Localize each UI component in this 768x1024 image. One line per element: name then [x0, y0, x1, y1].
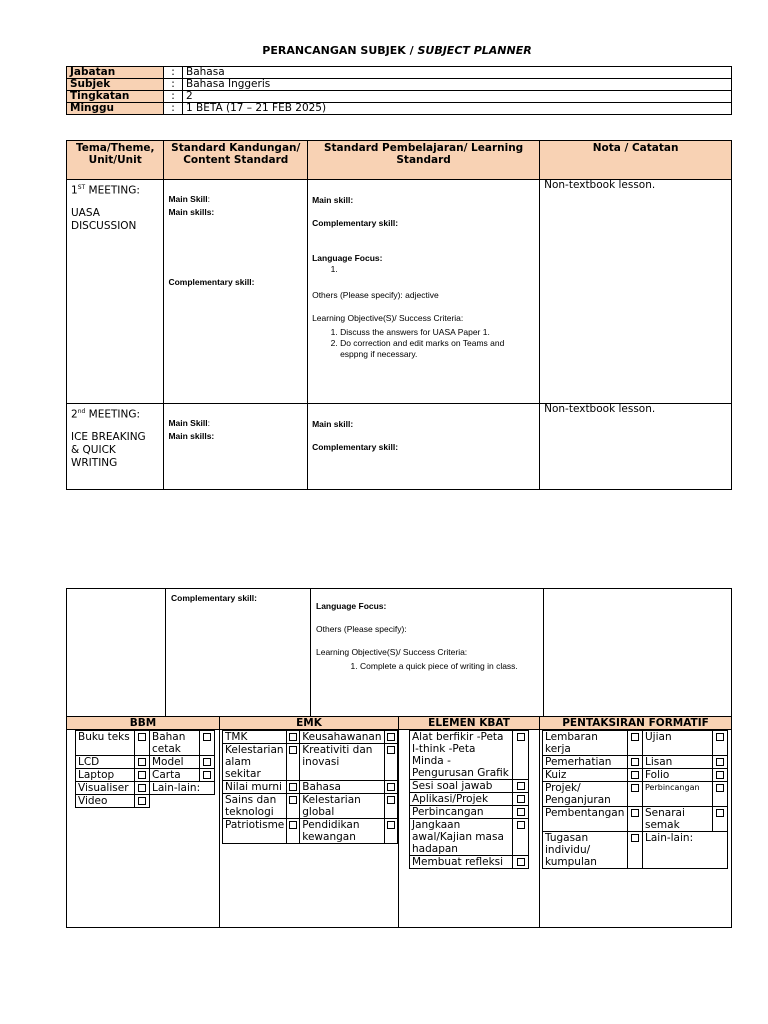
pentaksiran-item: Lisan [643, 756, 713, 769]
objective-item: 1. Discuss the answers for UASA Paper 1. [340, 327, 526, 338]
checkbox[interactable] [628, 807, 643, 832]
objective-item: 1. Complete a quick piece of writing in class. [360, 661, 538, 672]
bbm-item: Lain-lain: [150, 782, 215, 795]
emk-item: Patriotisme [223, 819, 287, 844]
info-value: 1 BETA (17 – 21 FEB 2025) [183, 103, 732, 115]
emk-item: Kreativiti dan inovasi [300, 744, 384, 781]
continuation-table [66, 588, 732, 718]
standard-cell [164, 180, 308, 404]
complementary-label: Complementary skill: [171, 593, 257, 603]
bbm-item: Bahan cetak [150, 731, 200, 756]
info-row [67, 79, 732, 91]
nota-cell [540, 180, 732, 404]
emk-table [222, 730, 398, 844]
emk-item: Kelestarian global [300, 794, 384, 819]
checkbox[interactable] [287, 744, 300, 781]
pentaksiran-item: Pemerhatian [543, 756, 628, 769]
meeting-row [67, 180, 732, 404]
info-table [66, 66, 732, 115]
emk-header: EMK [220, 717, 398, 730]
pentaksiran-item: Kuiz [543, 769, 628, 782]
pentaksiran-item: Perbincangan [643, 782, 713, 807]
checkbox[interactable] [287, 794, 300, 819]
checkbox[interactable] [628, 769, 643, 782]
checkbox[interactable] [200, 731, 215, 756]
learning-cell [308, 180, 540, 404]
objective-list [328, 661, 538, 672]
emk-item: Pendidikan kewangan [300, 819, 384, 844]
kbat-item: Alat berfikir -Peta I-think -Peta Minda -Pengurusan Grafik [410, 731, 513, 780]
pentaksiran-item: Lain-lain: [643, 832, 728, 869]
checkbox[interactable] [513, 806, 529, 819]
main-skills-label: Main skills: [168, 207, 215, 217]
ls-comp-skill: Complementary skill: [312, 218, 399, 228]
kbat-item: Membuat refleksi [410, 856, 513, 869]
header-nota: Nota / Catatan [540, 141, 732, 180]
bbm-header: BBM [67, 717, 219, 730]
others-specify: Others (Please specify): adjective [312, 290, 439, 300]
checkbox[interactable] [384, 819, 397, 844]
checkbox[interactable] [287, 819, 300, 844]
complementary-label: Complementary skill: [168, 277, 255, 287]
checkbox[interactable] [135, 731, 150, 756]
pentaksiran-item: Pembentangan [543, 807, 628, 832]
checkbox[interactable] [628, 756, 643, 769]
bbm-table [75, 730, 215, 808]
resources-section [66, 716, 732, 928]
page-title [0, 44, 768, 57]
info-colon: : [164, 103, 183, 115]
continuation-row [67, 589, 732, 718]
emk-item: Nilai murni [223, 781, 287, 794]
meeting-topic: ICE BREAKING & QUICK WRITING [71, 431, 146, 469]
checkbox[interactable] [384, 781, 397, 794]
checkbox[interactable] [628, 782, 643, 807]
emk-item: Bahasa [300, 781, 384, 794]
info-key: Tingkatan [67, 91, 164, 103]
emk-item: TMK [223, 731, 287, 744]
checkbox[interactable] [713, 731, 728, 756]
kbat-item: Aplikasi/Projek [410, 793, 513, 806]
info-row [67, 103, 732, 115]
bbm-item: Model [150, 756, 200, 769]
info-key: Subjek [67, 79, 164, 91]
info-row [67, 67, 732, 79]
info-value: Bahasa Inggeris [183, 79, 732, 91]
title-italic: SUBJECT PLANNER [417, 44, 532, 57]
nota-cell [540, 404, 732, 490]
checkbox[interactable] [384, 794, 397, 819]
meeting-label: 1ST MEETING: [71, 184, 140, 197]
kbat-item: Jangkaan awal/Kajian masa hadapan [410, 819, 513, 856]
checkbox[interactable] [713, 769, 728, 782]
main-skill-label: Main Skill: [168, 194, 211, 204]
meeting-row [67, 404, 732, 490]
planner-table [66, 140, 732, 490]
language-focus: Language Focus: [316, 601, 387, 611]
info-key: Jabatan [67, 67, 164, 79]
language-focus-list [308, 264, 340, 275]
checkbox[interactable] [513, 856, 529, 869]
checkbox[interactable] [135, 756, 150, 769]
header-learning: Standard Pembelajaran/ Learning Standard [308, 141, 540, 180]
emk-item: Keusahawanan [300, 731, 384, 744]
checkbox[interactable] [628, 731, 643, 756]
pentaksiran-header: PENTAKSIRAN FORMATIF [540, 717, 731, 730]
note-text: Non-textbook lesson. [544, 179, 656, 191]
checkbox[interactable] [384, 731, 397, 744]
info-key: Minggu [67, 103, 164, 115]
emk-item: Kelestarian alam sekitar [223, 744, 287, 781]
tema-cell [67, 404, 164, 490]
kbat-item: Sesi soal jawab [410, 780, 513, 793]
bbm-item: Carta [150, 769, 200, 782]
info-value: Bahasa [183, 67, 732, 79]
checkbox[interactable] [628, 832, 643, 869]
kbat-header: ELEMEN KBAT [399, 717, 539, 730]
title-main: PERANCANGAN SUBJEK / [262, 44, 418, 57]
checkbox[interactable] [513, 731, 529, 780]
pentaksiran-item: Senarai semak [643, 807, 713, 832]
info-colon: : [164, 91, 183, 103]
checkbox[interactable] [135, 782, 150, 795]
nota-cell [544, 589, 732, 718]
bbm-item: Visualiser [76, 782, 135, 795]
checkbox[interactable] [135, 769, 150, 782]
objective-list [308, 327, 526, 360]
learning-objective: Learning Objective(S)/ Success Criteria: [316, 647, 468, 657]
pentaksiran-table [542, 730, 728, 869]
info-colon: : [164, 67, 183, 79]
info-value: 2 [183, 91, 732, 103]
checkbox[interactable] [713, 756, 728, 769]
pentaksiran-item: Projek/ Penganjuran [543, 782, 628, 807]
checkbox[interactable] [513, 819, 529, 856]
main-skill-label: Main Skill: [168, 418, 211, 428]
info-colon: : [164, 79, 183, 91]
kbat-table [409, 730, 529, 869]
checkbox[interactable] [513, 793, 529, 806]
bbm-item: LCD [76, 756, 135, 769]
bbm-item: Buku teks [76, 731, 135, 756]
learning-cell [308, 404, 540, 490]
objective-item: 2. Do correction and edit marks on Teams and esppng if necessary. [340, 338, 526, 360]
standard-cell [166, 589, 311, 718]
checkbox[interactable] [287, 731, 300, 744]
bbm-item: Laptop [76, 769, 135, 782]
ls-comp-skill: Complementary skill: [312, 442, 399, 452]
checkbox[interactable] [713, 807, 728, 832]
header-row [67, 141, 732, 180]
checkbox[interactable] [384, 744, 397, 781]
meeting-label: 2nd MEETING: [71, 408, 141, 421]
checkbox[interactable] [287, 781, 300, 794]
divider [219, 717, 220, 927]
others-specify: Others (Please specify): [316, 624, 407, 634]
note-text: Non-textbook lesson. [544, 403, 656, 415]
checkbox[interactable] [135, 795, 150, 808]
tema-cell [67, 180, 164, 404]
tema-cell [67, 589, 166, 718]
meeting-topic: UASA DISCUSSION [71, 207, 137, 232]
checkbox[interactable] [513, 780, 529, 793]
standard-cell [164, 404, 308, 490]
checkbox[interactable] [200, 756, 215, 769]
info-row [67, 91, 732, 103]
bbm-item: Video [76, 795, 135, 808]
language-focus: Language Focus: [312, 253, 383, 263]
learning-cell [311, 589, 544, 718]
header-tema: Tema/Theme, Unit/Unit [67, 141, 164, 180]
checkbox[interactable] [200, 769, 215, 782]
checkbox[interactable] [713, 782, 728, 807]
ls-main-skill: Main skill: [312, 419, 354, 429]
pentaksiran-item: Folio [643, 769, 713, 782]
learning-objective: Learning Objective(S)/ Success Criteria: [312, 313, 464, 323]
header-standard: Standard Kandungan/ Content Standard [164, 141, 308, 180]
divider [398, 717, 399, 927]
kbat-item: Perbincangan [410, 806, 513, 819]
pentaksiran-item: Lembaran kerja [543, 731, 628, 756]
emk-item: Sains dan teknologi [223, 794, 287, 819]
ls-main-skill: Main skill: [312, 195, 354, 205]
pentaksiran-item: Tugasan individu/ kumpulan [543, 832, 628, 869]
pentaksiran-item: Ujian [643, 731, 713, 756]
main-skills-label: Main skills: [168, 431, 215, 441]
divider [539, 717, 540, 927]
